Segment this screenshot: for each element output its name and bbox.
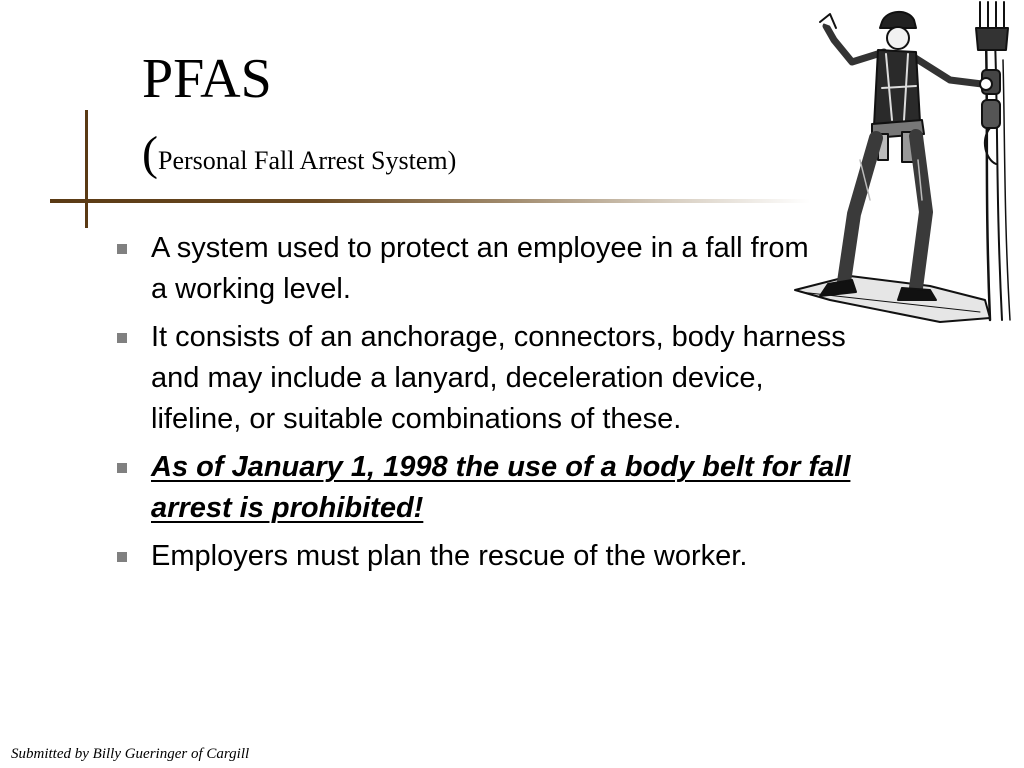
bullet-square-icon: [117, 463, 127, 473]
bullet-square-icon: [117, 552, 127, 562]
subtitle-open-paren: (: [142, 127, 158, 180]
bullet-text-emphasized: As of January 1, 1998 the use of a body belt for fall arrest is prohibited!: [151, 451, 851, 524]
worker-climbing-illustration-icon: [790, 0, 1024, 325]
decorative-vertical-line: [85, 110, 88, 228]
bullet-list: [112, 228, 872, 584]
bullet-item: [112, 447, 872, 529]
slide-title: PFAS: [142, 48, 272, 110]
bullet-square-icon: [117, 333, 127, 343]
bullet-text: A system used to protect an employee in a fall from a working level.: [151, 232, 809, 305]
bullet-square-icon: [117, 244, 127, 254]
slide-subtitle: [142, 128, 456, 187]
footer-credit: Submitted by Billy Gueringer of Cargill: [11, 746, 250, 762]
bullet-text: Employers must plan the rescue of the worker.: [151, 540, 748, 572]
bullet-item: [112, 317, 872, 440]
bullet-item: [112, 228, 872, 310]
bullet-item: [112, 536, 872, 577]
bullet-text: It consists of an anchorage, connectors, body harness and may include a lanyard, deceleration device, lifeline, or suitable combinations of these.: [151, 321, 846, 435]
decorative-horizontal-line: [50, 199, 810, 203]
subtitle-text: Personal Fall Arrest System): [157, 146, 457, 175]
